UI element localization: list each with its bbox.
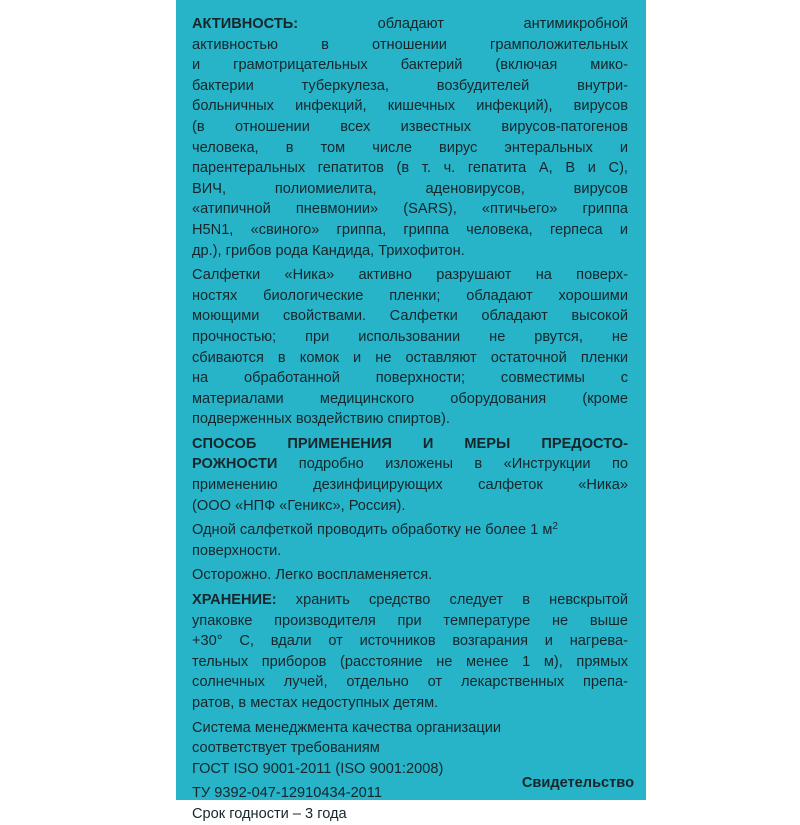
activity-line: парентеральных гепатитов (в т. ч. гепатита А, В и С), (192, 160, 628, 177)
wipes-line: подверженных воздействию спиртов). (192, 411, 450, 428)
storage-line: тельных приборов (расстояние не менее 1 м), прямых (192, 653, 628, 670)
wipes-section (192, 265, 628, 430)
usage-line: применению дезинфицирующих салфеток «Ника» (192, 477, 628, 494)
wipes-line: прочностью; при использовании не рвутся, не (192, 328, 628, 345)
certificate-label: Свидетельство (521, 775, 634, 791)
storage-line: упаковке производителя при температуре не выше (192, 612, 628, 629)
activity-line: активностью в отношении грамположительных (192, 36, 628, 53)
area-line: Одной салфеткой проводить обработку не более 1 $м^2$ (192, 521, 558, 539)
area-section (192, 520, 628, 561)
usage-section (192, 434, 628, 516)
quality-line: ГОСТ ISO 9001-2011 (ISO 9001:2008) (192, 760, 444, 777)
usage-line: (ООО «НПФ «Геникс», Россия). (192, 497, 406, 514)
wipes-line: моющими свойствами. Салфетки обладают высокой (192, 308, 628, 325)
storage-line: +30° С, вдали от источников возгарания и нагрева- (192, 633, 628, 650)
storage-section (192, 590, 628, 714)
label-text (192, 14, 628, 825)
activity-line: бактерии туберкулеза, возбудителей внутри- (192, 77, 628, 94)
shelf-life: Срок годности – 3 года (192, 805, 347, 822)
activity-heading: АКТИВНОСТЬ: (192, 16, 299, 32)
quality-section (192, 718, 628, 780)
activity-line: и грамотрицательных бактерий (включая мико- (192, 57, 628, 74)
wipes-line: материалами медицинского оборудования (кроме (192, 390, 628, 407)
activity-line: АКТИВНОСТЬ: обладают антимикробной (192, 16, 628, 32)
caution-text: Осторожно. Легко воспламеняется. (192, 567, 433, 584)
activity-line: (в отношении всех известных вирусов-патогенов (192, 118, 628, 135)
quality-line: соответствует требованиям (192, 740, 380, 757)
label-panel (176, 0, 646, 822)
wipes-line: ностях биологические пленки; обладают хорошими (192, 287, 628, 304)
area-superscript: 2 (552, 521, 558, 533)
wipes-line: на обработанной поверхности; совместимы с (192, 370, 628, 387)
usage-heading-continued: РОЖНОСТИ (192, 456, 278, 473)
storage-heading: ХРАНЕНИЕ: (192, 592, 277, 609)
usage-heading: СПОСОБ ПРИМЕНЕНИЯ И МЕРЫ ПРЕДОСТО- (192, 435, 628, 452)
wipes-line: сбиваются в комок и не оставляют остаточной пленки (192, 349, 628, 366)
activity-line: ВИЧ, полиомиелита, аденовирусов, вирусов (192, 180, 628, 197)
storage-line: ХРАНЕНИЕ: хранить средство следует в невскрытой (192, 592, 628, 609)
activity-line: «атипичной пневмонии» (SARS), «птичьего» гриппа (192, 201, 628, 218)
activity-line: др.), грибов рода Кандида, Трихофитон. (192, 242, 465, 259)
storage-line: солнечных лучей, отдельно от лекарственных препа- (192, 674, 628, 691)
area-line: поверхности. (192, 542, 282, 559)
quality-line: Система менеджмента качества организации (192, 719, 502, 736)
activity-section (192, 14, 628, 261)
storage-line: ратов, в местах недоступных детям. (192, 695, 439, 711)
activity-line: больничных инфекций, кишечных инфекций), вирусов (192, 98, 628, 115)
caution-section (192, 565, 628, 586)
wipes-line: Салфетки «Ника» активно разрушают на поверх- (192, 267, 628, 284)
usage-line: РОЖНОСТИ подробно изложены в «Инструкции по (192, 456, 628, 473)
activity-line: человека, в том числе вирус энтеральных и (192, 139, 628, 156)
activity-line: H5N1, «свиного» гриппа, гриппа человека, герпеса и (192, 221, 628, 238)
spec-number: ТУ 9392-047-12910434-2011 (192, 785, 382, 802)
